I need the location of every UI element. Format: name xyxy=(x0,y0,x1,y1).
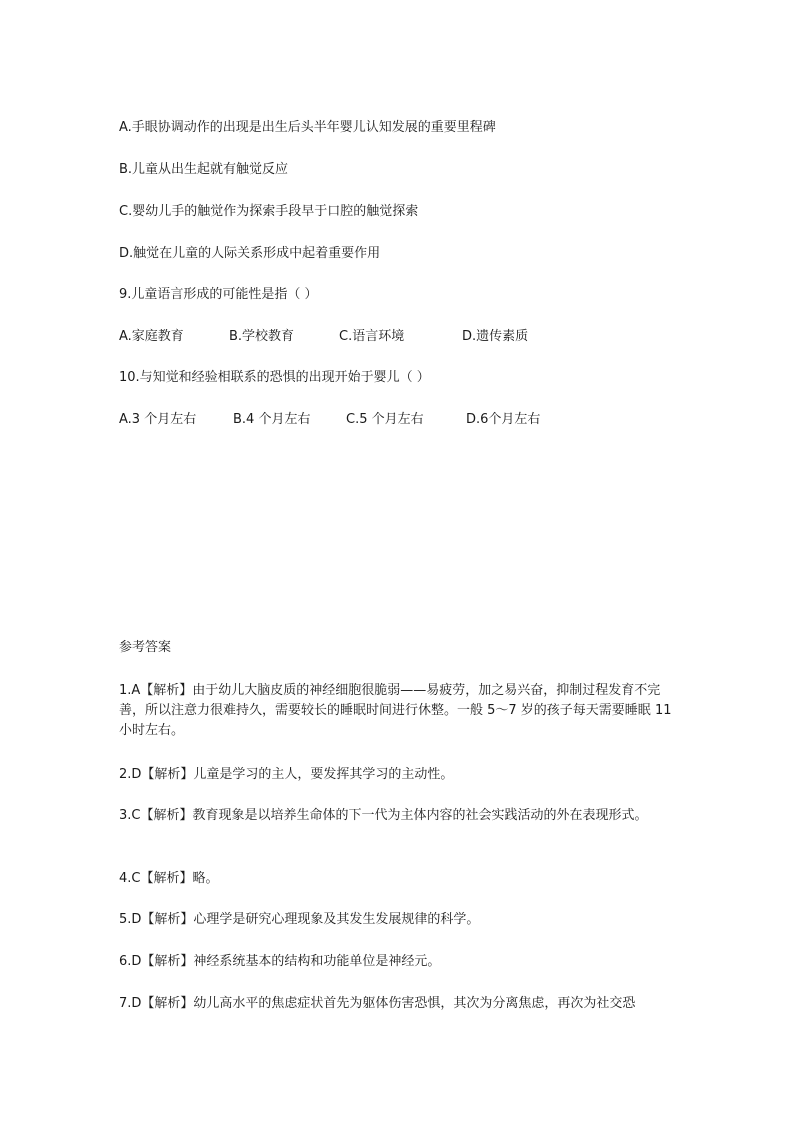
answer-item-5: 5.D【解析】心理学是研究心理现象及其发生发展规律的科学。 xyxy=(119,912,480,927)
answer-item-4: 4.C【解析】略。 xyxy=(119,871,219,886)
answer-item-6: 6.D【解析】神经系统基本的结构和功能单位是神经元。 xyxy=(119,954,441,969)
q8-option-c: C.婴幼儿手的触觉作为探索手段早于口腔的触觉探索 xyxy=(119,204,419,219)
q10-option-d: D.6个月左右 xyxy=(466,412,541,427)
q10-option-b: B.4 个月左右 xyxy=(233,412,311,427)
q10-option-a: A.3 个月左右 xyxy=(119,412,197,427)
q9-option-c: C.语言环境 xyxy=(339,329,405,344)
q9-option-a: A.家庭教育 xyxy=(119,329,184,344)
q8-option-d: D.触觉在儿童的人际关系形成中起着重要作用 xyxy=(119,246,381,261)
answers-heading: 参考答案 xyxy=(119,640,172,655)
answer-item-3: 3.C【解析】教育现象是以培养生命体的下一代为主体内容的社会实践活动的外在表现形式。 xyxy=(119,808,648,823)
q9-option-d: D.遗传素质 xyxy=(462,329,529,344)
q9-option-b: B.学校教育 xyxy=(229,329,295,344)
q9-stem: 9.儿童语言形成的可能性是指（ ） xyxy=(119,287,318,302)
q8-option-a: A.手眼协调动作的出现是出生后头半年婴儿认知发展的重要里程碑 xyxy=(119,120,496,135)
answer-item-2: 2.D【解析】儿童是学习的主人，要发挥其学习的主动性。 xyxy=(119,767,454,782)
q10-stem: 10.与知觉和经验相联系的恐惧的出现开始于婴儿（ ） xyxy=(119,370,430,385)
answer-item-1: 1.A【解析】由于幼儿大脑皮质的神经细胞很脆弱——易疲劳，加之易兴奋，抑制过程发育不完善，所以注意力很难持久，需要较长的睡眠时间进行休整。一般 5～7 岁的孩子每天需要睡眠 11 小时左右。 xyxy=(119,683,672,738)
q10-option-c: C.5 个月左右 xyxy=(346,412,424,427)
answer-item-7: 7.D【解析】幼儿高水平的焦虑症状首先为躯体伤害恐惧，其次为分离焦虑，再次为社交恐 xyxy=(119,996,636,1011)
q8-option-b: B.儿童从出生起就有触觉反应 xyxy=(119,162,289,177)
